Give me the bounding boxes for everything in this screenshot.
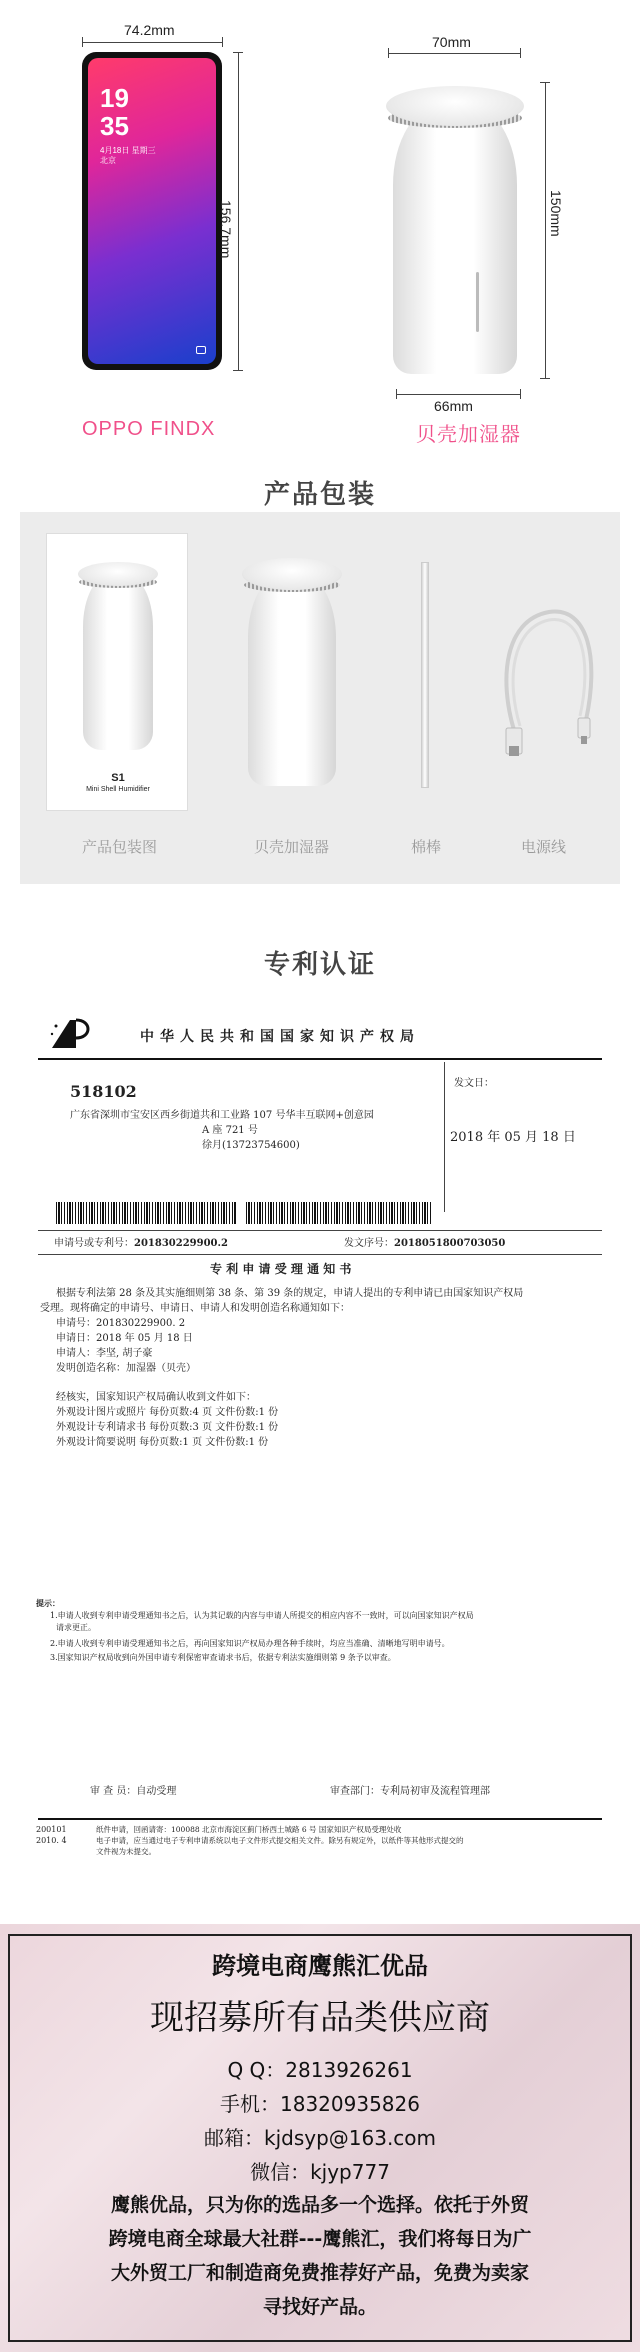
applicant-line: 申请人：李坚, 胡子豪 (56, 1348, 153, 1359)
size-comparison-section (0, 0, 640, 460)
tip-2: 2.申请人收到专利申请受理通知书之后，再向国家知识产权局办理各种手续时，均应当准确、清晰地写明申请号。 (50, 1639, 450, 1648)
tips-label: 提示： (36, 1598, 60, 1608)
footer-note-3: 文件视为未提交。 (96, 1847, 156, 1856)
doc-no: 2018051800703050 (394, 1238, 506, 1249)
caption-package: 产品包装图 (82, 839, 158, 856)
box-subtitle: Mini Shell Humidifier (86, 786, 150, 793)
humidifier-water-slot (476, 272, 479, 332)
doc-no-label: 发文序号： (344, 1238, 394, 1249)
power-cable-image (494, 600, 604, 760)
phone-clock-hours: 19 (100, 83, 129, 113)
banner-description-1: 鹰熊优品，只为你的选品多一个选择。依托于外贸 (110, 2194, 529, 2216)
tick (540, 378, 550, 379)
divider (38, 1230, 602, 1231)
app-no: 201830229900.2 (134, 1238, 228, 1249)
tip-3: 3.国家知识产权局收到向外国申请专利保密审查请求书后，依据专利法实施细则第 9 条予以审查。 (50, 1653, 396, 1662)
humidifier-height-label: 150mm (548, 190, 564, 237)
divider (38, 1254, 602, 1255)
form-code-1: 200101 (36, 1825, 67, 1834)
phone-screen (88, 58, 216, 364)
phone-date-line: 4月18日 星期三 (100, 146, 156, 155)
app-number-line: 申请号：201830229900. 2 (56, 1318, 186, 1329)
humidifier-cap (78, 562, 158, 586)
phone-clock (100, 84, 129, 140)
humidifier-body (393, 104, 517, 374)
examiner: 审 查 员：自动受理 (90, 1786, 177, 1797)
tick (233, 52, 243, 53)
notice-title: 专 利 申 请 受 理 通 知 书 (210, 1262, 352, 1276)
divider (38, 1818, 602, 1820)
postcode: 518102 (70, 1082, 137, 1101)
patent-title: 专利认证 (263, 949, 376, 979)
packaging-box-image (46, 533, 188, 811)
contact-qq: Q Q：2813926261 (227, 2058, 413, 2082)
docs-intro: 经核实，国家知识产权局确认收到文件如下： (56, 1392, 256, 1403)
supplier-recruitment-banner (0, 1924, 640, 2352)
issue-date-label: 发文日： (454, 1078, 494, 1089)
packaging-title: 产品包装 (263, 479, 376, 509)
tick (388, 48, 389, 58)
humidifier-base-width-line (396, 394, 520, 395)
contact-wechat: 微信：kjyp777 (250, 2160, 390, 2184)
footer-note-2: 电子申请，应当通过电子专利申请系统以电子文件形式提交相关文件。除另有规定外，以纸件等其他形式提交的 (96, 1836, 464, 1845)
humidifier-image (380, 82, 530, 382)
app-no-row (54, 1236, 228, 1251)
divider (38, 1058, 602, 1060)
box-model-label: S1 (111, 772, 125, 784)
contact: 徐月(13723754600) (202, 1140, 300, 1151)
form-code-2: 2010. 4 (36, 1836, 67, 1845)
caption-power-cable: 电源线 (521, 839, 567, 856)
doc-line-3: 外观设计简要说明 每份页数:1 页 文件份数:1 份 (56, 1437, 269, 1448)
phone-width-line (82, 42, 222, 43)
examining-department: 审查部门：专利局初审及流程管理部 (330, 1786, 490, 1797)
banner-description-3: 大外贸工厂和制造商免费推荐好产品，免费为卖家 (110, 2262, 529, 2284)
tip-1b: 请求更正。 (56, 1623, 96, 1632)
phone-location: 北京 (100, 156, 116, 165)
humidifier-name-label: 贝壳加湿器 (416, 424, 521, 446)
humidifier-base-width-label: 66mm (434, 398, 473, 414)
banner-description-4: 寻找好产品。 (262, 2296, 377, 2318)
humidifier-cap (386, 86, 524, 126)
patent-office-name: 中华人民共和国国家知识产权局 (140, 1029, 420, 1045)
banner-description-2: 跨境电商全球最大社群---鹰熊汇，我们将每日为广 (108, 2228, 532, 2250)
tick (520, 389, 521, 399)
humidifier-top-width-label: 70mm (432, 34, 471, 50)
phone-model-label: OPPO FINDX (82, 418, 216, 440)
cnipa-logo-icon (48, 1016, 92, 1052)
address-line-1: 广东省深圳市宝安区西乡街道共和工业路 107 号华丰互联网+创意园 (70, 1110, 374, 1121)
notice-body-2: 受理。现将确定的申请号、申请日、申请人和发明创造名称通知如下： (40, 1303, 350, 1314)
box-humidifier-image (75, 560, 161, 760)
caption-humidifier: 贝壳加湿器 (254, 839, 330, 856)
tick (520, 48, 521, 58)
tick (82, 37, 83, 47)
banner-subheadline: 现招募所有品类供应商 (150, 1998, 490, 2038)
tick (222, 37, 223, 47)
tip-1a: 1.申请人收到专利申请受理通知书之后，认为其记载的内容与申请人所提交的相应内容不一致时，可以向国家知识产权局 (50, 1611, 474, 1620)
app-no-label: 申请号或专利号： (54, 1238, 134, 1249)
phone-date (100, 146, 156, 166)
patent-certificate (30, 996, 610, 1866)
notice-body-1: 根据专利法第 28 条及其实施细则第 38 条、第 39 条的规定，申请人提出的专利申请已由国家知识产权局 (56, 1288, 524, 1299)
contact-phone: 手机：18320935826 (220, 2092, 420, 2116)
camera-icon (196, 346, 206, 354)
contact-email: 邮箱：kjdsyp@163.com (203, 2126, 437, 2150)
humidifier-cap (242, 558, 342, 590)
doc-line-2: 外观设计专利请求书 每份页数:3 页 文件份数:1 份 (56, 1422, 279, 1433)
humidifier-body (83, 574, 153, 750)
tick (396, 389, 397, 399)
phone-image (82, 52, 222, 370)
phone-height-label: 156.7mm (218, 200, 234, 259)
humidifier-top-width-line (388, 53, 520, 54)
doc-no-row (344, 1236, 505, 1251)
packaging-humidifier-image (240, 556, 344, 790)
caption-cotton-rod: 棉棒 (411, 839, 442, 856)
invention-line: 发明创造名称：加湿器（贝壳） (56, 1363, 196, 1374)
cotton-rod-image (421, 562, 429, 788)
doc-line-1: 外观设计图片或照片 每份页数:4 页 文件份数:1 份 (56, 1407, 279, 1418)
phone-height-line (238, 52, 239, 370)
banner-headline: 跨境电商鹰熊汇优品 (212, 1952, 428, 1980)
issue-date: 2018 年 05 月 18 日 (450, 1130, 576, 1145)
address-line-2: A 座 721 号 (202, 1125, 258, 1136)
humidifier-height-line (545, 82, 546, 378)
footer-note-1: 纸件申请，回函请寄：100088 北京市海淀区蓟门桥西土城路 6 号 国家知识产权局受理处收 (96, 1825, 402, 1834)
phone-width-label: 74.2mm (124, 22, 175, 38)
humidifier-body (248, 574, 336, 786)
divider (444, 1062, 445, 1212)
tick (233, 370, 243, 371)
app-date-line: 申请日：2018 年 05 月 18 日 (56, 1333, 193, 1344)
barcode-left (56, 1202, 236, 1224)
barcode-right (246, 1202, 432, 1224)
phone-clock-minutes: 35 (100, 111, 129, 141)
tick (540, 82, 550, 83)
